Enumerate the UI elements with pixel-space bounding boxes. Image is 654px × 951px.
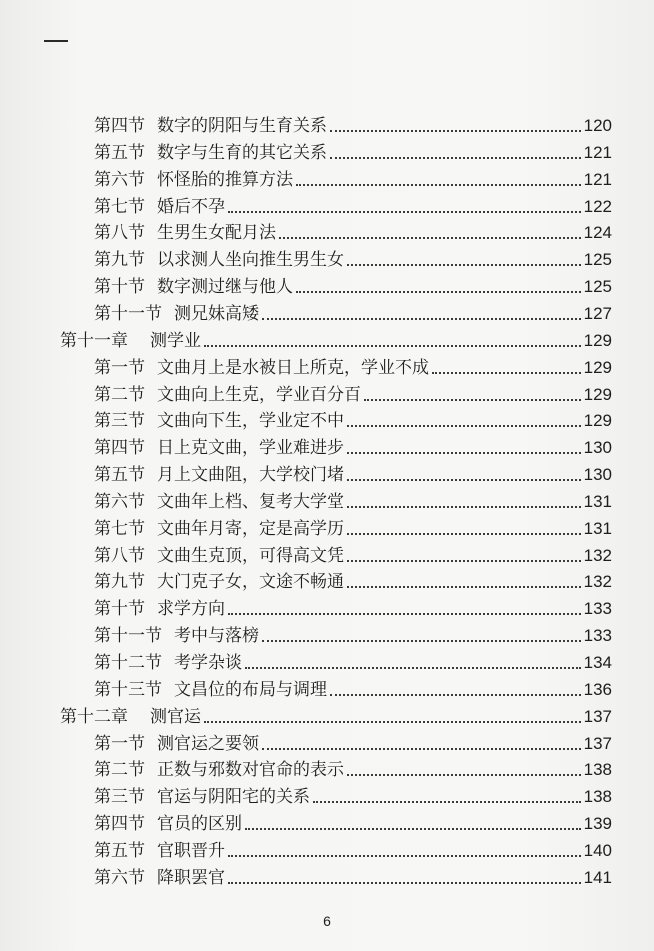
toc-entry-title: 以求测人坐向推生男生女 [157, 250, 344, 271]
toc-entry-page: 130 [583, 465, 612, 485]
toc-section-entry [94, 538, 612, 566]
toc-dot-leader [347, 479, 581, 481]
toc-entry-title: 官职晋升 [157, 840, 225, 861]
toc-entry-page: 137 [583, 706, 612, 726]
toc-entry-page: 133 [583, 626, 612, 646]
toc-section-entry [94, 752, 612, 780]
toc-entry-label: 第十节 [94, 599, 145, 620]
page-number: 6 [323, 913, 331, 929]
toc-entry-title: 测官运 [150, 706, 201, 727]
toc-entry-title: 文昌位的布局与调理 [174, 679, 327, 700]
toc-dot-leader [262, 748, 581, 750]
toc-section-entry [94, 242, 612, 270]
toc-section-entry [94, 162, 612, 190]
toc-entry-page: 121 [583, 142, 612, 162]
toc-section-entry [94, 350, 612, 378]
toc-dot-leader [228, 613, 581, 615]
toc-entry-label: 第一节 [94, 733, 145, 754]
toc-dot-leader [347, 774, 581, 776]
toc-section-entry [94, 403, 612, 431]
toc-entry-label: 第四节 [94, 116, 145, 136]
toc-entry-title: 月上文曲阻，大学校门堵 [157, 465, 344, 486]
toc-section-entry [94, 645, 612, 673]
toc-dot-leader [347, 425, 581, 427]
toc-entry-page: 131 [583, 518, 612, 538]
toc-entry-title: 求学方向 [157, 599, 225, 620]
toc-dot-leader [262, 318, 581, 320]
toc-dot-leader [347, 264, 581, 266]
toc-dot-leader [347, 533, 581, 535]
toc-dot-leader [330, 694, 581, 696]
toc-entry-title: 降职罢官 [157, 867, 225, 888]
toc-entry-page: 136 [583, 679, 612, 699]
toc-entry-label: 第五节 [94, 840, 145, 861]
toc-section-entry [94, 726, 612, 754]
toc-entry-label: 第六节 [94, 867, 145, 888]
toc-dot-leader [228, 855, 581, 857]
toc-entry-title: 文曲月上是水被日上所克，学业不成 [157, 357, 429, 378]
toc-entry-label: 第九节 [94, 572, 145, 593]
toc-entry-label: 第一节 [94, 357, 145, 378]
toc-entry-page: 138 [583, 760, 612, 780]
toc-entry-label: 第十一节 [94, 626, 162, 647]
toc-section-entry [94, 564, 612, 592]
toc-entry-label: 第八节 [94, 545, 145, 566]
toc-chapter-entry [60, 699, 612, 727]
toc-entry-title: 日上克文曲，学业难进步 [157, 438, 344, 459]
toc-section-entry [94, 215, 612, 243]
toc-entry-title: 生男生女配月法 [157, 223, 276, 244]
toc-entry-page: 127 [583, 303, 612, 323]
toc-entry-title: 考学杂谈 [174, 653, 242, 673]
toc-entry-title: 文曲向上生克，学业百分百 [157, 384, 361, 405]
toc-dot-leader [262, 640, 581, 642]
toc-entry-page: 125 [583, 277, 612, 297]
toc-entry-title: 官员的区别 [157, 814, 242, 835]
toc-section-entry [94, 779, 612, 807]
toc-dot-leader [228, 882, 581, 884]
toc-dot-leader [245, 828, 581, 830]
toc-section-entry [94, 108, 612, 136]
toc-section-entry [94, 296, 612, 324]
toc-entry-label: 第二节 [94, 384, 145, 405]
toc-entry-page: 132 [583, 572, 612, 592]
toc-section-entry [94, 591, 612, 619]
toc-entry-title: 婚后不孕 [157, 196, 225, 217]
toc-entry-title: 文曲向下生，学业定不中 [157, 411, 344, 432]
toc-dot-leader [279, 237, 581, 239]
toc-entry-page: 129 [583, 357, 612, 377]
toc-entry-title: 测学业 [150, 330, 201, 351]
toc-entry-title: 测兄妹高矮 [174, 303, 259, 324]
toc-entry-title: 数字的阴阳与生育关系 [157, 116, 327, 136]
toc-chapter-entry [60, 323, 612, 351]
toc-entry-label: 第二节 [94, 760, 145, 781]
toc-dot-leader [330, 130, 581, 132]
toc-entry-page: 140 [583, 840, 612, 860]
toc-section-entry [94, 672, 612, 700]
toc-entry-label: 第五节 [94, 465, 145, 486]
header-rule [44, 40, 68, 42]
toc-section-entry [94, 269, 612, 297]
toc-entry-label: 第十三节 [94, 679, 162, 700]
toc-entry-page: 133 [583, 599, 612, 619]
toc-dot-leader [347, 560, 581, 562]
toc-dot-leader [313, 801, 581, 803]
toc-entry-title: 数字测过继与他人 [157, 277, 293, 298]
toc-entry-label: 第五节 [94, 142, 145, 163]
toc-dot-leader [296, 184, 581, 186]
toc-entry-page: 141 [583, 867, 612, 887]
toc-entry-label: 第三节 [94, 411, 145, 432]
toc-entry-label: 第七节 [94, 196, 145, 217]
toc-dot-leader [432, 372, 581, 374]
toc-entry-page: 122 [583, 196, 612, 216]
toc-section-entry [94, 618, 612, 646]
toc-entry-title: 文曲年月寄，定是高学历 [157, 518, 344, 539]
toc-entry-title: 文曲生克顶，可得高文凭 [157, 545, 344, 566]
toc-entry-label: 第十一章 [60, 330, 128, 351]
toc-entry-title: 大门克子女，文途不畅通 [157, 572, 344, 593]
toc-entry-label: 第十一节 [94, 303, 162, 324]
toc-entry-label: 第十节 [94, 277, 145, 298]
toc-section-entry [94, 511, 612, 539]
toc-section-entry [94, 484, 612, 512]
toc-entry-page: 129 [583, 330, 612, 350]
toc-dot-leader [296, 291, 581, 293]
toc-entry-label: 第四节 [94, 438, 145, 459]
toc-entry-title: 怀怪胎的推算方法 [157, 169, 293, 190]
toc-dot-leader [347, 506, 581, 508]
toc-entry-page: 130 [583, 438, 612, 458]
toc-entry-label: 第六节 [94, 491, 145, 512]
toc-section-entry [94, 377, 612, 405]
toc-entry-page: 134 [583, 653, 612, 672]
toc-entry-page: 139 [583, 814, 612, 834]
toc-dot-leader [204, 345, 581, 347]
toc-entry-label: 第四节 [94, 814, 145, 835]
toc-entry-title: 考中与落榜 [174, 626, 259, 647]
toc-section-entry [94, 135, 612, 163]
toc-dot-leader [347, 586, 581, 588]
toc-dot-leader [330, 157, 581, 159]
toc-entry-title: 正数与邪数对官命的表示 [157, 760, 344, 781]
toc-entry-page: 120 [583, 116, 612, 135]
toc-entry-label: 第十二节 [94, 653, 162, 673]
toc-dot-leader [228, 211, 581, 213]
toc-entry-page: 125 [583, 250, 612, 270]
toc-dot-leader [204, 721, 581, 723]
toc-entry-title: 数字与生育的其它关系 [157, 142, 327, 163]
toc-section-entry [94, 457, 612, 485]
toc-dot-leader [364, 399, 581, 401]
toc-entry-title: 测官运之要领 [157, 733, 259, 754]
toc-entry-title: 官运与阴阳宅的关系 [157, 787, 310, 808]
toc-entry-label: 第九节 [94, 250, 145, 271]
toc-entry-page: 129 [583, 384, 612, 404]
toc-entry-page: 121 [583, 169, 612, 189]
toc-section-entry [94, 806, 612, 834]
toc-entry-label: 第六节 [94, 169, 145, 190]
toc-section-entry [94, 833, 612, 861]
toc-entry-page: 131 [583, 491, 612, 511]
toc-entry-label: 第三节 [94, 787, 145, 808]
toc-entry-label: 第十二章 [60, 706, 128, 727]
toc-dot-leader [347, 452, 581, 454]
toc-entry-label: 第八节 [94, 223, 145, 244]
toc-entry-title: 文曲年上档、复考大学堂 [157, 491, 344, 512]
toc-entry-page: 138 [583, 787, 612, 807]
toc-entry-label: 第七节 [94, 518, 145, 539]
toc-entry-page: 129 [583, 411, 612, 431]
toc-entry-page: 132 [583, 545, 612, 565]
toc-section-entry [94, 430, 612, 458]
toc-dot-leader [245, 667, 581, 669]
toc-section-entry [94, 189, 612, 217]
toc-entry-page: 137 [583, 733, 612, 753]
toc-section-entry [94, 860, 612, 888]
toc-entry-page: 124 [583, 223, 612, 243]
